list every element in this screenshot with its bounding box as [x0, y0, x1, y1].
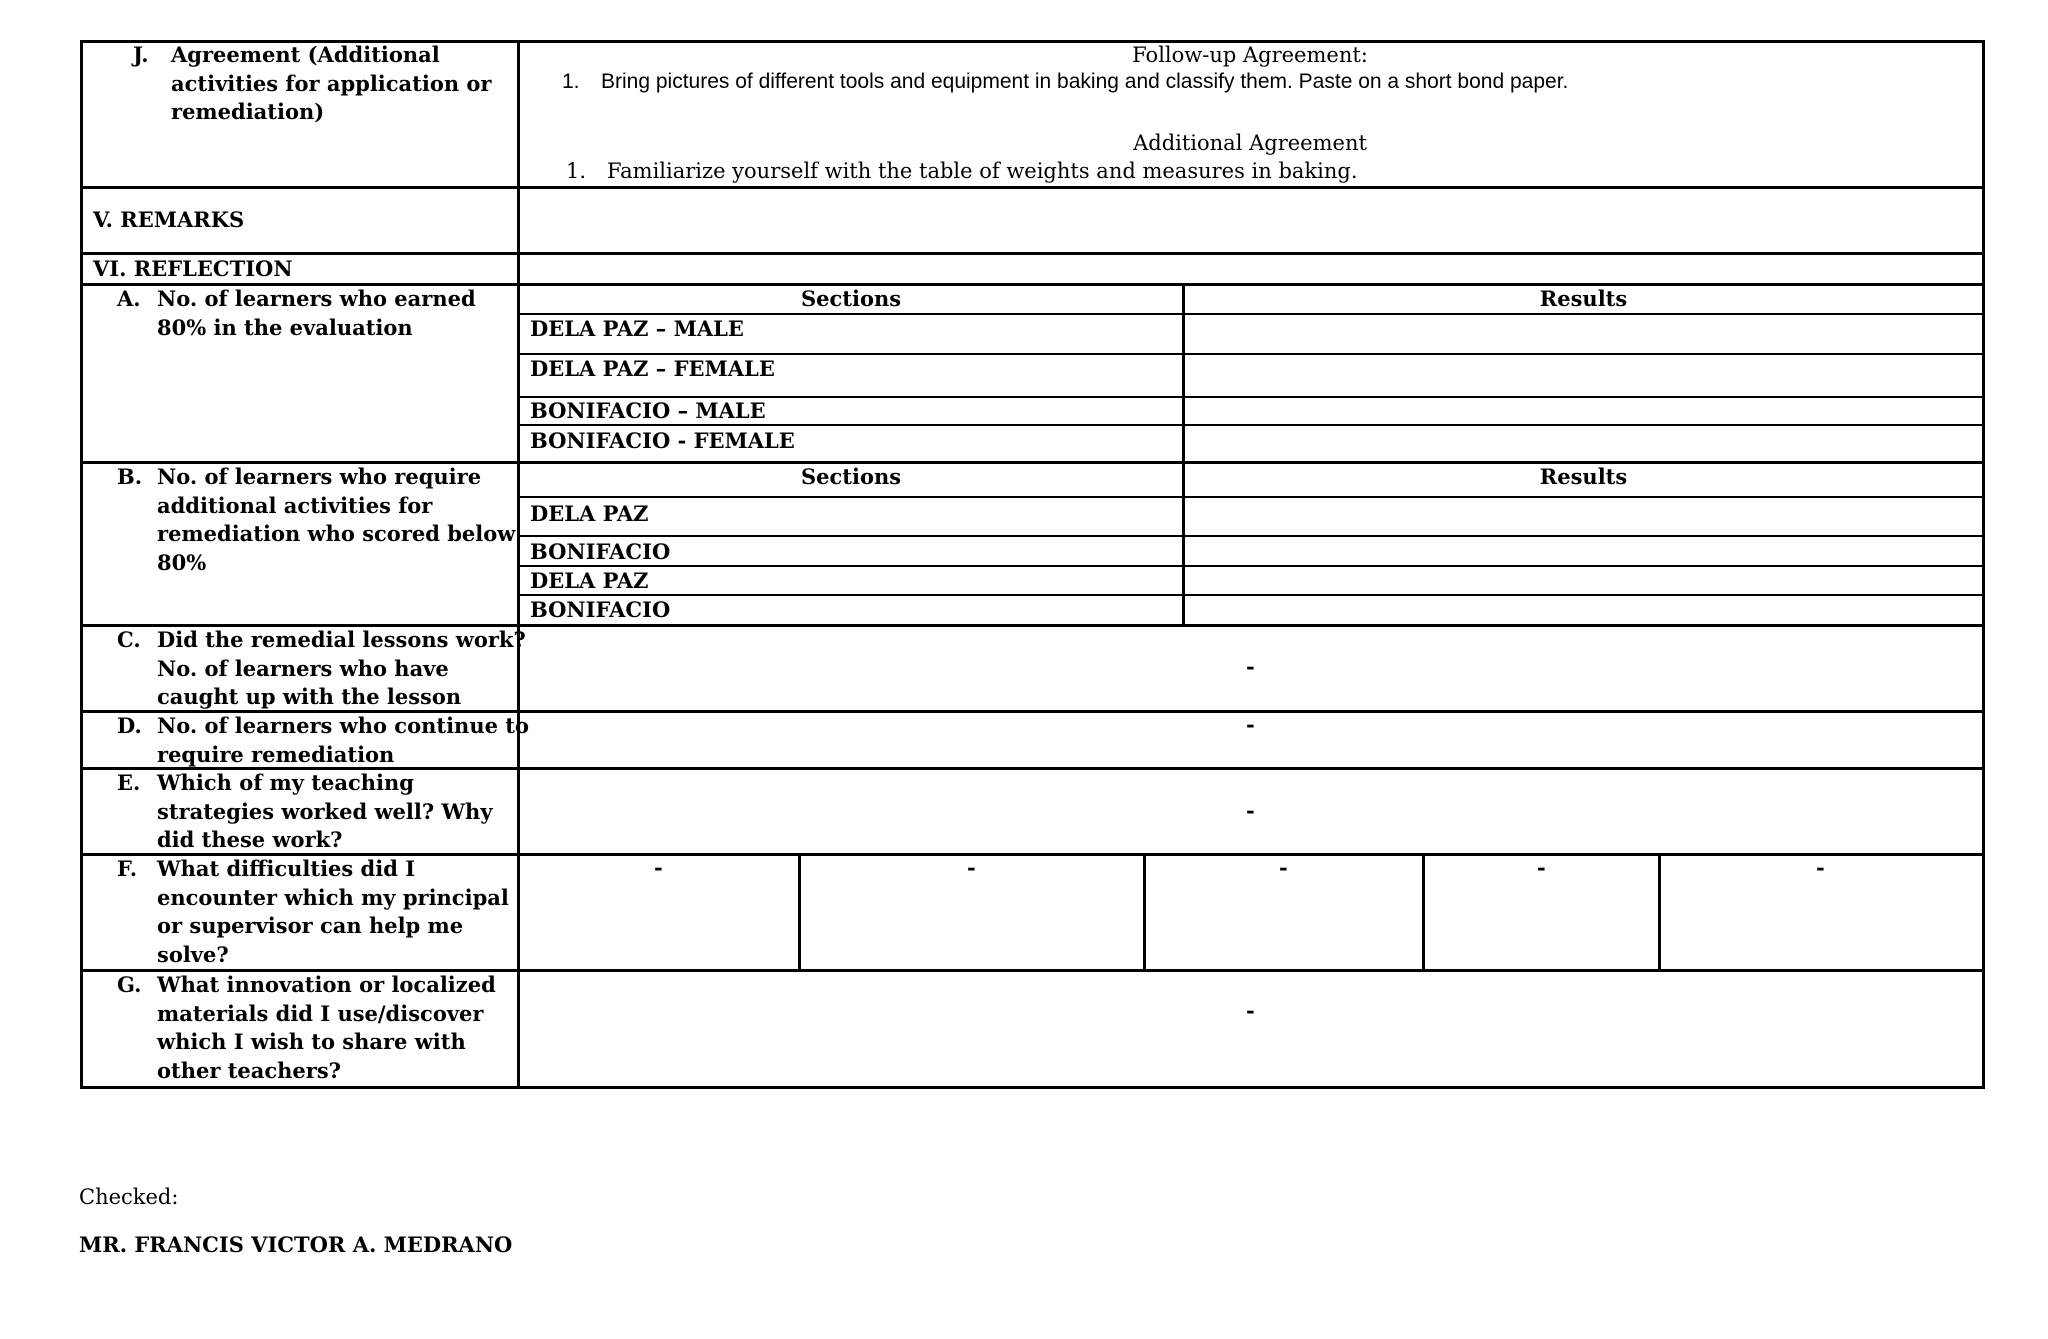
item-a-section-row: DELA PAZ – FEMALE [530, 356, 775, 381]
item-f-value: - [1816, 855, 1825, 880]
sub-row-line [517, 496, 1985, 498]
item-b-section-row: BONIFACIO [530, 539, 671, 564]
item-g-line: other teachers? [157, 1057, 341, 1083]
item-a-section-row: BONIFACIO – MALE [530, 398, 766, 423]
item-g-letter: G. [117, 972, 142, 997]
remarks-label: V. REMARKS [93, 207, 245, 232]
item-e-line: strategies worked well? Why [157, 798, 493, 824]
item-f-value: - [1537, 855, 1546, 880]
item-b-section-row: BONIFACIO [530, 597, 671, 622]
f-cell-divider [798, 853, 801, 969]
item-a-section-row: BONIFACIO - FEMALE [530, 428, 795, 453]
agreement-title-line: Agreement (Additional [171, 42, 440, 67]
table-border-bottom [80, 1086, 1985, 1089]
additional-item: Familiarize yourself with the table of weights and measures in baking. [607, 159, 1358, 183]
item-a-line: No. of learners who earned [157, 286, 476, 311]
reflection-label: VI. REFLECTION [93, 256, 293, 281]
item-c-letter: C. [117, 627, 141, 652]
f-cell-divider [1143, 853, 1146, 969]
item-c-value: - [1246, 654, 1255, 679]
item-a-results-header: Results [1539, 286, 1628, 311]
item-c-line: Did the remedial lessons work? [157, 627, 526, 652]
row-line [80, 252, 1985, 255]
sub-row-line [517, 535, 1985, 537]
item-e-value: - [1246, 798, 1255, 823]
item-g-line: materials did I use/discover [157, 1000, 484, 1026]
item-e-line: Which of my teaching [157, 770, 414, 795]
item-b-line: additional activities for [157, 492, 433, 518]
item-d-line: require remediation [157, 741, 395, 767]
item-b-sections-header: Sections [800, 464, 902, 489]
item-f-letter: F. [117, 856, 138, 881]
item-f-line: What difficulties did I [157, 856, 416, 881]
agreement-letter: J. [133, 42, 149, 67]
item-d-line: No. of learners who continue to [157, 713, 529, 738]
f-cell-divider [1422, 853, 1425, 969]
followup-heading: Follow-up Agreement: [1132, 43, 1368, 67]
item-b-letter: B. [117, 464, 143, 489]
item-f-value: - [967, 855, 976, 880]
item-f-line: or supervisor can help me [157, 913, 464, 938]
item-g-line: which I wish to share with [157, 1029, 466, 1054]
followup-number: 1. [562, 70, 580, 93]
additional-number: 1. [566, 159, 587, 183]
item-b-section-row: DELA PAZ [530, 568, 649, 593]
item-g-value: - [1246, 998, 1255, 1023]
item-e-letter: E. [117, 770, 141, 795]
item-b-section-row: DELA PAZ [530, 501, 649, 526]
item-g-line: What innovation or localized [157, 972, 496, 997]
item-b-line: remediation who scored below [157, 521, 516, 546]
item-a-section-row: DELA PAZ – MALE [530, 316, 744, 341]
item-f-value: - [1279, 855, 1288, 880]
item-b-line: 80% [157, 549, 207, 575]
followup-item: Bring pictures of different tools and equipment in baking and classify them. Paste on a short bond paper. [601, 70, 1569, 93]
table-border-left [80, 40, 83, 1089]
sub-row-line [517, 565, 1985, 567]
agreement-title-line: activities for application or [171, 70, 492, 96]
row-line [80, 186, 1985, 189]
item-d-value: - [1246, 712, 1255, 737]
item-a-line: 80% in the evaluation [157, 314, 413, 340]
signatory-name: MR. FRANCIS VICTOR A. MEDRANO [79, 1232, 513, 1257]
item-b-line: No. of learners who require [157, 464, 482, 489]
item-c-line: caught up with the lesson [157, 684, 462, 709]
item-a-letter: A. [117, 286, 141, 311]
item-f-value: - [654, 855, 663, 880]
item-a-sections-header: Sections [800, 286, 902, 311]
item-b-results-header: Results [1539, 464, 1628, 489]
sub-row-line [517, 594, 1985, 596]
item-e-line: did these work? [157, 827, 343, 852]
item-f-line: solve? [157, 941, 229, 967]
f-cell-divider [1658, 853, 1661, 969]
item-d-letter: D. [117, 713, 142, 738]
agreement-title-line: remediation) [171, 99, 325, 124]
checked-label: Checked: [79, 1185, 179, 1209]
additional-heading: Additional Agreement [1133, 131, 1367, 155]
item-f-line: encounter which my principal [157, 884, 509, 910]
item-c-line: No. of learners who have [157, 655, 449, 681]
